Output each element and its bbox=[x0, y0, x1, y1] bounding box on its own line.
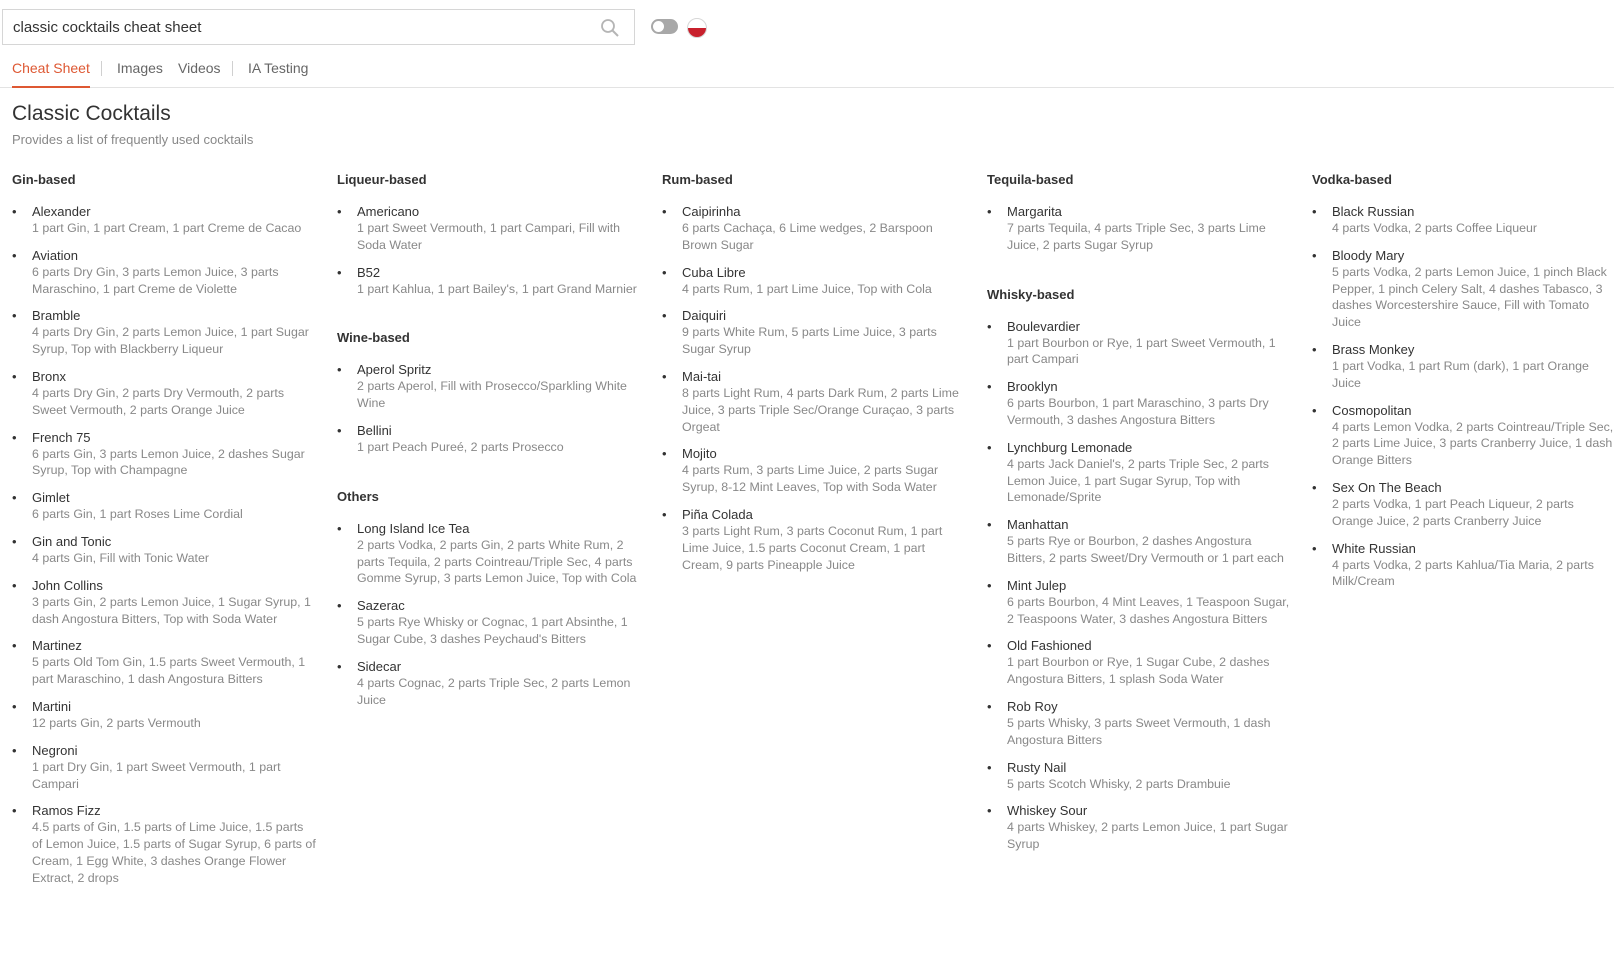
search-icon[interactable] bbox=[600, 18, 620, 38]
drink-name: French 75 bbox=[32, 429, 91, 445]
drink-item bbox=[987, 698, 1292, 749]
drink-list bbox=[337, 203, 642, 297]
drink-item bbox=[12, 247, 317, 298]
region-flag-icon[interactable] bbox=[687, 18, 707, 38]
drink-name: Alexander bbox=[32, 204, 91, 219]
drink-recipe: 6 parts Bourbon, 1 part Maraschino, 3 parts Dry Vermouth, 3 dashes Angostura Bitters bbox=[1007, 396, 1269, 427]
bullet-icon: • bbox=[987, 379, 992, 395]
bullet-icon: • bbox=[987, 577, 992, 593]
drink-recipe: 2 parts Aperol, Fill with Prosecco/Sparkling White Wine bbox=[357, 379, 627, 411]
drink-item bbox=[12, 489, 317, 523]
drink-recipe: 2 parts Vodka, 2 parts Gin, 2 parts White Rum, 2 parts Tequila, 2 parts Cointreau/Triple Sec, 4 parts Gomme Syrup, 3 parts Lemon Juice, Top with Cola bbox=[357, 537, 637, 586]
drink-recipe: 3 parts Gin, 2 parts Lemon Juice, 1 Sugar Syrup, 1 dash Angostura Bitters, Top with Soda Water bbox=[32, 594, 311, 626]
column bbox=[987, 172, 1292, 863]
drink-recipe: 3 parts Light Rum, 3 parts Coconut Rum, 1 part Lime Juice, 1.5 parts Coconut Cream, 1 part Cream, 9 parts Pineapple Juice bbox=[682, 523, 943, 572]
tab-videos[interactable]: Videos bbox=[178, 60, 221, 76]
drink-list bbox=[337, 361, 642, 455]
drink-name: Mint Julep bbox=[1007, 577, 1067, 593]
drink-name: Brooklyn bbox=[1007, 379, 1058, 395]
drink-recipe: 12 parts Gin, 2 parts Vermouth bbox=[32, 715, 201, 730]
drink-item bbox=[12, 742, 317, 793]
drink-recipe: 1 part Vodka, 1 part Rum (dark), 1 part Orange Juice bbox=[1332, 358, 1589, 390]
drink-list bbox=[662, 203, 967, 573]
drink-recipe: 4 parts Cognac, 2 parts Triple Sec, 2 parts Lemon Juice bbox=[357, 675, 631, 707]
drink-recipe: 1 part Kahlua, 1 part Bailey's, 1 part Grand Marnier bbox=[357, 281, 637, 296]
drink-name: Piña Colada bbox=[682, 506, 753, 522]
bullet-icon: • bbox=[662, 368, 667, 384]
bullet-icon: • bbox=[337, 598, 342, 614]
drink-name: Whiskey Sour bbox=[1007, 803, 1088, 819]
drink-name: Martinez bbox=[32, 638, 82, 654]
toggle-knob bbox=[653, 21, 664, 32]
drink-recipe: 1 part Bourbon or Rye, 1 part Sweet Vermouth, 1 part Campari bbox=[1007, 335, 1276, 367]
drink-recipe: 5 parts Rye Whisky or Cognac, 1 part Absinthe, 1 Sugar Cube, 3 dashes Peychaud's Bitters bbox=[357, 615, 628, 646]
category-heading: Others bbox=[337, 488, 379, 504]
drink-item bbox=[1312, 540, 1614, 591]
drink-recipe: 4 parts Rum, 1 part Lime Juice, Top with Cola bbox=[682, 281, 932, 296]
drink-recipe: 4 parts Rum, 3 parts Lime Juice, 2 parts Sugar Syrup, 8-12 Mint Leaves, Top with Soda Water bbox=[682, 463, 939, 495]
drink-item bbox=[12, 368, 317, 419]
search-input[interactable] bbox=[13, 10, 573, 44]
drink-name: Cosmopolitan bbox=[1332, 402, 1412, 418]
drink-item bbox=[337, 597, 642, 648]
bullet-icon: • bbox=[987, 803, 992, 819]
drink-recipe: 6 parts Dry Gin, 3 parts Lemon Juice, 3 parts Maraschino, 1 part Creme de Violette bbox=[32, 264, 279, 296]
bullet-icon: • bbox=[337, 422, 342, 438]
drink-item bbox=[662, 307, 967, 358]
drink-name: Martini bbox=[32, 698, 72, 714]
drink-item bbox=[987, 439, 1292, 506]
drink-name: Manhattan bbox=[1007, 517, 1069, 533]
drink-name: Brass Monkey bbox=[1332, 341, 1415, 357]
bullet-icon: • bbox=[1312, 402, 1317, 418]
drink-name: Aviation bbox=[32, 247, 79, 263]
page-title: Classic Cocktails bbox=[12, 102, 171, 125]
drink-item bbox=[337, 658, 642, 709]
drink-item bbox=[12, 203, 317, 237]
bullet-icon: • bbox=[12, 490, 17, 506]
drink-name: Old Fashioned bbox=[1007, 638, 1092, 654]
tab-divider bbox=[232, 61, 233, 76]
bullet-icon: • bbox=[662, 308, 667, 324]
bullet-icon: • bbox=[662, 506, 667, 522]
drink-recipe: 9 parts White Rum, 5 parts Lime Juice, 3 parts Sugar Syrup bbox=[682, 325, 937, 357]
drink-item bbox=[987, 577, 1292, 628]
drink-item bbox=[987, 378, 1292, 429]
drink-recipe: 8 parts Light Rum, 4 parts Dark Rum, 2 parts Lime Juice, 3 parts Triple Sec/Orange Curaçao, 3 parts Orgeat bbox=[682, 385, 959, 434]
bullet-icon: • bbox=[12, 577, 17, 593]
bullet-icon: • bbox=[12, 308, 17, 324]
drink-item bbox=[662, 445, 967, 496]
drink-recipe: 4.5 parts of Gin, 1.5 parts of Lime Juice, 1.5 parts of Lemon Juice, 1.5 parts of Sugar Syrup, 6 parts of Cream, 1 Egg White, 3 dashes Orange Flower Extract, 2 drops bbox=[32, 820, 316, 885]
bullet-icon: • bbox=[337, 362, 342, 378]
bullet-icon: • bbox=[987, 517, 992, 533]
category-heading: Vodka-based bbox=[1312, 172, 1392, 187]
drink-recipe: 2 parts Vodka, 1 part Peach Liqueur, 2 parts Orange Juice, 2 parts Cranberry Juice bbox=[1332, 496, 1574, 528]
drink-item bbox=[12, 429, 317, 480]
bullet-icon: • bbox=[337, 264, 342, 280]
drink-name: Bloody Mary bbox=[1332, 247, 1405, 263]
drink-recipe: 5 parts Rye or Bourbon, 2 dashes Angostura Bitters, 2 parts Sweet/Dry Vermouth or 1 part each bbox=[1007, 534, 1284, 565]
drink-recipe: 5 parts Old Tom Gin, 1.5 parts Sweet Vermouth, 1 part Maraschino, 1 dash Angostura Bitters bbox=[32, 655, 306, 687]
bullet-icon: • bbox=[662, 446, 667, 462]
drink-item bbox=[987, 759, 1292, 793]
drink-item bbox=[12, 637, 317, 688]
drink-item bbox=[12, 307, 317, 358]
category-heading: Gin-based bbox=[12, 172, 76, 187]
drink-name: Gimlet bbox=[32, 490, 70, 506]
drink-name: Mojito bbox=[682, 446, 717, 462]
bullet-icon: • bbox=[12, 247, 17, 263]
bullet-icon: • bbox=[987, 439, 992, 455]
drink-item bbox=[337, 422, 642, 456]
bullet-icon: • bbox=[12, 638, 17, 654]
drink-item bbox=[1312, 479, 1614, 530]
drink-list bbox=[12, 203, 317, 887]
drink-recipe: 1 part Bourbon or Rye, 1 Sugar Cube, 2 dashes Angostura Bitters, 1 splash Soda Water bbox=[1007, 655, 1270, 687]
drink-name: Bramble bbox=[32, 308, 81, 324]
drink-name: Americano bbox=[357, 204, 420, 219]
drink-item bbox=[662, 203, 967, 254]
drink-name: Sex On The Beach bbox=[1332, 479, 1442, 495]
drink-name: Ramos Fizz bbox=[32, 803, 101, 819]
safe-search-toggle[interactable] bbox=[651, 19, 678, 34]
drink-name: Daiquiri bbox=[682, 308, 727, 324]
drink-name: Bronx bbox=[32, 368, 66, 384]
bullet-icon: • bbox=[337, 520, 342, 536]
drink-list bbox=[987, 318, 1292, 853]
category-heading: Wine-based bbox=[337, 330, 410, 346]
drink-name: Black Russian bbox=[1332, 204, 1415, 219]
drink-recipe: 4 parts Jack Daniel's, 2 parts Triple Sec, 2 parts Lemon Juice, 1 part Sugar Syrup, Top with Lemonade/Sprite bbox=[1007, 456, 1269, 505]
drink-recipe: 1 part Dry Gin, 1 part Sweet Vermouth, 1 part Campari bbox=[32, 759, 281, 791]
vertical-tabs bbox=[0, 52, 1614, 88]
drink-recipe: 6 parts Cachaça, 6 Lime wedges, 2 Barspoon Brown Sugar bbox=[682, 221, 933, 252]
drink-name: Bellini bbox=[357, 422, 392, 438]
tab-cheat-sheet[interactable]: Cheat Sheet bbox=[12, 52, 90, 88]
drink-item bbox=[337, 361, 642, 412]
drink-item bbox=[12, 533, 317, 567]
drink-recipe: 7 parts Tequila, 4 parts Triple Sec, 3 parts Lime Juice, 2 parts Sugar Syrup bbox=[1007, 221, 1266, 252]
drink-name: Lynchburg Lemonade bbox=[1007, 439, 1133, 455]
drink-name: B52 bbox=[357, 264, 381, 280]
category-heading: Whisky-based bbox=[987, 286, 1075, 302]
drink-name: Gin and Tonic bbox=[32, 533, 112, 549]
drink-list bbox=[1312, 203, 1614, 590]
drink-item bbox=[662, 368, 967, 435]
drink-name: Negroni bbox=[32, 742, 78, 758]
page-subtitle: Provides a list of frequently used cocktails bbox=[12, 132, 254, 147]
drink-item bbox=[12, 802, 317, 886]
bullet-icon: • bbox=[337, 204, 342, 219]
column bbox=[337, 172, 642, 718]
drink-item bbox=[662, 506, 967, 573]
bullet-icon: • bbox=[1312, 341, 1317, 357]
drink-name: John Collins bbox=[32, 577, 103, 593]
drink-recipe: 5 parts Whisky, 3 parts Sweet Vermouth, 1 dash Angostura Bitters bbox=[1007, 715, 1271, 747]
drink-name: Caipirinha bbox=[682, 204, 741, 219]
bullet-icon: • bbox=[987, 698, 992, 714]
drink-name: Long Island Ice Tea bbox=[357, 520, 470, 536]
drink-name: Boulevardier bbox=[1007, 318, 1080, 334]
drink-recipe: 4 parts Lemon Vodka, 2 parts Cointreau/Triple Sec, 2 parts Lime Juice, 3 parts Cranberry Juice, 1 dash Orange Bitters bbox=[1332, 419, 1614, 468]
drink-recipe: 1 part Peach Pureé, 2 parts Prosecco bbox=[357, 439, 564, 454]
category-heading: Tequila-based bbox=[987, 172, 1074, 187]
drink-list bbox=[987, 203, 1292, 254]
bullet-icon: • bbox=[1312, 247, 1317, 263]
drink-item bbox=[987, 802, 1292, 853]
drink-item bbox=[12, 698, 317, 732]
category-heading: Liqueur-based bbox=[337, 172, 427, 187]
drink-name: Sazerac bbox=[357, 598, 405, 614]
drink-item bbox=[1312, 402, 1614, 469]
bullet-icon: • bbox=[12, 742, 17, 758]
drink-name: Aperol Spritz bbox=[357, 362, 432, 378]
drink-recipe: 1 part Gin, 1 part Cream, 1 part Creme de Cacao bbox=[32, 221, 302, 235]
drink-recipe: 4 parts Dry Gin, 2 parts Dry Vermouth, 2 parts Sweet Vermouth, 2 parts Orange Juice bbox=[32, 385, 285, 417]
bullet-icon: • bbox=[1312, 479, 1317, 495]
bullet-icon: • bbox=[12, 698, 17, 714]
bullet-icon: • bbox=[1312, 204, 1317, 219]
drink-item bbox=[987, 203, 1292, 254]
bullet-icon: • bbox=[987, 759, 992, 775]
bullet-icon: • bbox=[662, 264, 667, 280]
category-heading: Rum-based bbox=[662, 172, 733, 187]
drink-recipe: 5 parts Vodka, 2 parts Lemon Juice, 1 pinch Black Pepper, 1 pinch Celery Salt, 4 dashes Tabasco, 3 dashes Worcestershire Sauce, Fill with Tomato Juice bbox=[1332, 264, 1607, 330]
drink-item bbox=[987, 516, 1292, 567]
tab-ia-testing[interactable]: IA Testing bbox=[248, 60, 309, 76]
drink-list bbox=[337, 520, 642, 709]
drink-recipe: 4 parts Vodka, 2 parts Kahlua/Tia Maria, 2 parts Milk/Cream bbox=[1332, 557, 1594, 589]
column bbox=[1312, 172, 1614, 600]
drink-recipe: 4 parts Whiskey, 2 parts Lemon Juice, 1 part Sugar Syrup bbox=[1007, 820, 1288, 852]
drink-recipe: 4 parts Gin, Fill with Tonic Water bbox=[32, 550, 209, 565]
drink-item bbox=[337, 203, 642, 254]
drink-name: Sidecar bbox=[357, 658, 402, 674]
drink-item bbox=[987, 637, 1292, 688]
drink-item bbox=[1312, 203, 1614, 237]
tab-images[interactable]: Images bbox=[117, 60, 163, 76]
drink-name: White Russian bbox=[1332, 540, 1416, 556]
bullet-icon: • bbox=[12, 803, 17, 819]
bullet-icon: • bbox=[337, 658, 342, 674]
drink-name: Rusty Nail bbox=[1007, 759, 1067, 775]
drink-recipe: 6 parts Gin, 3 parts Lemon Juice, 2 dashes Sugar Syrup, Top with Champagne bbox=[32, 446, 305, 478]
column bbox=[12, 172, 317, 897]
drink-recipe: 6 parts Bourbon, 4 Mint Leaves, 1 Teaspoon Sugar, 2 Teaspoons Water, 3 dashes Angostura Bitters bbox=[1007, 594, 1290, 626]
drink-recipe: 6 parts Gin, 1 part Roses Lime Cordial bbox=[32, 507, 243, 522]
drink-item bbox=[337, 520, 642, 587]
bullet-icon: • bbox=[12, 204, 17, 219]
tab-divider bbox=[101, 61, 102, 76]
drink-name: Cuba Libre bbox=[682, 264, 746, 280]
drink-item bbox=[12, 577, 317, 628]
drink-item bbox=[1312, 341, 1614, 392]
drink-name: Rob Roy bbox=[1007, 698, 1058, 714]
drink-recipe: 5 parts Scotch Whisky, 2 parts Drambuie bbox=[1007, 776, 1231, 791]
drink-name: Margarita bbox=[1007, 204, 1062, 219]
bullet-icon: • bbox=[987, 638, 992, 654]
drink-recipe: 4 parts Vodka, 2 parts Coffee Liqueur bbox=[1332, 221, 1538, 235]
drink-recipe: 4 parts Dry Gin, 2 parts Lemon Juice, 1 part Sugar Syrup, Top with Blackberry Liqueur bbox=[32, 325, 309, 357]
column bbox=[662, 172, 967, 583]
bullet-icon: • bbox=[987, 204, 992, 219]
bullet-icon: • bbox=[987, 318, 992, 334]
search-bar bbox=[2, 9, 635, 45]
bullet-icon: • bbox=[12, 533, 17, 549]
bullet-icon: • bbox=[662, 204, 667, 219]
drink-item bbox=[987, 318, 1292, 369]
drink-item bbox=[662, 264, 967, 298]
drink-name: Mai-tai bbox=[682, 368, 722, 384]
bullet-icon: • bbox=[1312, 540, 1317, 556]
bullet-icon: • bbox=[12, 429, 17, 445]
drink-recipe: 1 part Sweet Vermouth, 1 part Campari, Fill with Soda Water bbox=[357, 221, 621, 252]
drink-item bbox=[337, 264, 642, 298]
bullet-icon: • bbox=[12, 368, 17, 384]
drink-item bbox=[1312, 247, 1614, 331]
